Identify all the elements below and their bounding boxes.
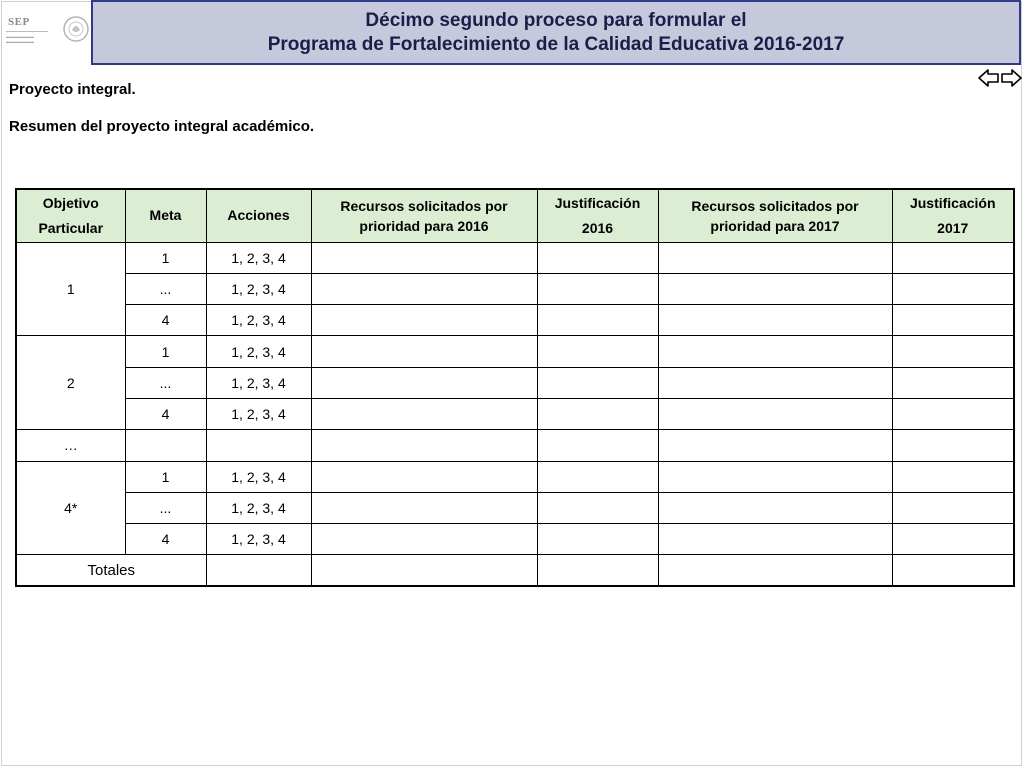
justificacion-2017-cell[interactable] bbox=[892, 398, 1014, 429]
objetivo-cell: … bbox=[16, 430, 125, 461]
totales-label: Totales bbox=[16, 555, 206, 586]
acciones-cell bbox=[206, 430, 311, 461]
acciones-cell: 1, 2, 3, 4 bbox=[206, 336, 311, 367]
title-line-1: Décimo segundo proceso para formular el bbox=[365, 9, 747, 31]
sep-logo-text: SEP bbox=[8, 16, 30, 28]
header-justificacion-2017 bbox=[892, 189, 1014, 242]
title-line-2: Programa de Fortalecimiento de la Calidad Educativa 2016-2017 bbox=[267, 33, 845, 55]
table-row bbox=[16, 461, 1014, 492]
justificacion-2017-cell[interactable] bbox=[892, 367, 1014, 398]
recursos-2016-cell[interactable] bbox=[311, 524, 537, 555]
recursos-2017-cell[interactable] bbox=[658, 398, 892, 429]
acciones-cell: 1, 2, 3, 4 bbox=[206, 524, 311, 555]
recursos-2016-cell[interactable] bbox=[311, 242, 537, 273]
justificacion-2017-cell[interactable] bbox=[892, 524, 1014, 555]
justificacion-2017-cell[interactable] bbox=[892, 336, 1014, 367]
justificacion-2016-cell[interactable] bbox=[537, 367, 658, 398]
header-justificacion-2016 bbox=[537, 189, 658, 242]
meta-cell: 4 bbox=[125, 398, 206, 429]
justificacion-2017-cell[interactable] bbox=[892, 242, 1014, 273]
recursos-2017-cell[interactable] bbox=[658, 273, 892, 304]
recursos-2016-cell[interactable] bbox=[311, 461, 537, 492]
acciones-cell: 1, 2, 3, 4 bbox=[206, 242, 311, 273]
meta-cell: ... bbox=[125, 273, 206, 304]
table-row bbox=[16, 430, 1014, 461]
recursos-2017-total-cell[interactable] bbox=[658, 555, 892, 586]
header-justificacion-2017-line2: 2017 bbox=[937, 219, 969, 236]
justificacion-2016-cell[interactable] bbox=[537, 398, 658, 429]
header-acciones: Acciones bbox=[206, 189, 311, 242]
objetivo-cell: 1 bbox=[16, 242, 125, 336]
arrow-right-icon[interactable] bbox=[1001, 68, 1022, 88]
objetivo-cell: 2 bbox=[16, 336, 125, 430]
recursos-2016-cell[interactable] bbox=[311, 336, 537, 367]
header-recursos-2017-line2: prioridad para 2017 bbox=[710, 217, 840, 234]
objetivo-cell: 4* bbox=[16, 461, 125, 555]
recursos-2016-cell[interactable] bbox=[311, 430, 537, 461]
justificacion-2017-cell[interactable] bbox=[892, 430, 1014, 461]
meta-cell: ... bbox=[125, 492, 206, 523]
acciones-cell: 1, 2, 3, 4 bbox=[206, 305, 311, 336]
justificacion-2016-cell[interactable] bbox=[537, 305, 658, 336]
acciones-cell: 1, 2, 3, 4 bbox=[206, 492, 311, 523]
table-row bbox=[16, 305, 1014, 336]
meta-cell: 4 bbox=[125, 524, 206, 555]
header-recursos-2016-line1: Recursos solicitados por bbox=[340, 197, 508, 214]
table-row bbox=[16, 273, 1014, 304]
header-justificacion-2016-line1: Justificación bbox=[554, 194, 641, 211]
justificacion-2016-cell[interactable] bbox=[537, 273, 658, 304]
section-subtitle: Resumen del proyecto integral académico. bbox=[9, 118, 315, 135]
justificacion-2016-cell[interactable] bbox=[537, 242, 658, 273]
recursos-2016-total-cell[interactable] bbox=[311, 555, 537, 586]
project-summary-table bbox=[15, 188, 1015, 587]
meta-cell: 1 bbox=[125, 242, 206, 273]
justificacion-2016-cell[interactable] bbox=[537, 430, 658, 461]
header-recursos-2016 bbox=[311, 189, 537, 242]
acciones-cell: 1, 2, 3, 4 bbox=[206, 461, 311, 492]
acciones-cell: 1, 2, 3, 4 bbox=[206, 367, 311, 398]
table-row bbox=[16, 242, 1014, 273]
header-justificacion-2016-line2: 2016 bbox=[581, 219, 614, 236]
recursos-2016-cell[interactable] bbox=[311, 492, 537, 523]
table-row bbox=[16, 492, 1014, 523]
section-title: Proyecto integral. bbox=[9, 81, 136, 98]
header-meta: Meta bbox=[125, 189, 206, 242]
justificacion-2016-cell[interactable] bbox=[537, 461, 658, 492]
meta-cell bbox=[125, 430, 206, 461]
justificacion-2016-total-cell[interactable] bbox=[537, 555, 658, 586]
national-seal-icon bbox=[62, 14, 90, 44]
recursos-2016-cell[interactable] bbox=[311, 398, 537, 429]
justificacion-2017-total-cell[interactable] bbox=[892, 555, 1014, 586]
meta-cell: 1 bbox=[125, 461, 206, 492]
meta-cell: 4 bbox=[125, 305, 206, 336]
meta-cell: 1 bbox=[125, 336, 206, 367]
header-recursos-2017-line1: Recursos solicitados por bbox=[691, 197, 859, 214]
table-row bbox=[16, 524, 1014, 555]
recursos-2017-cell[interactable] bbox=[658, 242, 892, 273]
acciones-total-cell bbox=[206, 555, 311, 586]
table-row bbox=[16, 336, 1014, 367]
justificacion-2016-cell[interactable] bbox=[537, 336, 658, 367]
navigation-arrows bbox=[978, 68, 1022, 90]
justificacion-2016-cell[interactable] bbox=[537, 524, 658, 555]
header-recursos-2017 bbox=[658, 189, 892, 242]
recursos-2016-cell[interactable] bbox=[311, 273, 537, 304]
justificacion-2016-cell[interactable] bbox=[537, 492, 658, 523]
recursos-2016-cell[interactable] bbox=[311, 305, 537, 336]
justificacion-2017-cell[interactable] bbox=[892, 305, 1014, 336]
totals-row bbox=[16, 555, 1014, 586]
table-row bbox=[16, 367, 1014, 398]
arrow-left-icon[interactable] bbox=[978, 68, 999, 88]
recursos-2017-cell[interactable] bbox=[658, 524, 892, 555]
header-justificacion-2017-line1: Justificación bbox=[909, 194, 996, 211]
title-banner bbox=[91, 0, 1021, 65]
meta-cell: ... bbox=[125, 367, 206, 398]
recursos-2017-cell[interactable] bbox=[658, 430, 892, 461]
acciones-cell: 1, 2, 3, 4 bbox=[206, 398, 311, 429]
table-row bbox=[16, 398, 1014, 429]
header-objetivo-particular bbox=[16, 189, 125, 242]
header-recursos-2016-line2: prioridad para 2016 bbox=[359, 217, 489, 234]
recursos-2016-cell[interactable] bbox=[311, 367, 537, 398]
recursos-2017-cell[interactable] bbox=[658, 336, 892, 367]
acciones-cell: 1, 2, 3, 4 bbox=[206, 273, 311, 304]
table-header-row bbox=[16, 189, 1014, 242]
recursos-2017-cell[interactable] bbox=[658, 305, 892, 336]
justificacion-2017-cell[interactable] bbox=[892, 461, 1014, 492]
recursos-2017-cell[interactable] bbox=[658, 492, 892, 523]
logo-small-print: ▬▬▬▬▬▬▬ ▬▬▬▬▬▬▬ bbox=[6, 34, 34, 44]
recursos-2017-cell[interactable] bbox=[658, 461, 892, 492]
recursos-2017-cell[interactable] bbox=[658, 367, 892, 398]
justificacion-2017-cell[interactable] bbox=[892, 273, 1014, 304]
logo-divider bbox=[6, 31, 48, 32]
header-objetivo-line1: Objetivo bbox=[42, 194, 99, 211]
sep-logo bbox=[4, 14, 90, 50]
header-objetivo-line2: Particular bbox=[38, 219, 104, 236]
justificacion-2017-cell[interactable] bbox=[892, 492, 1014, 523]
